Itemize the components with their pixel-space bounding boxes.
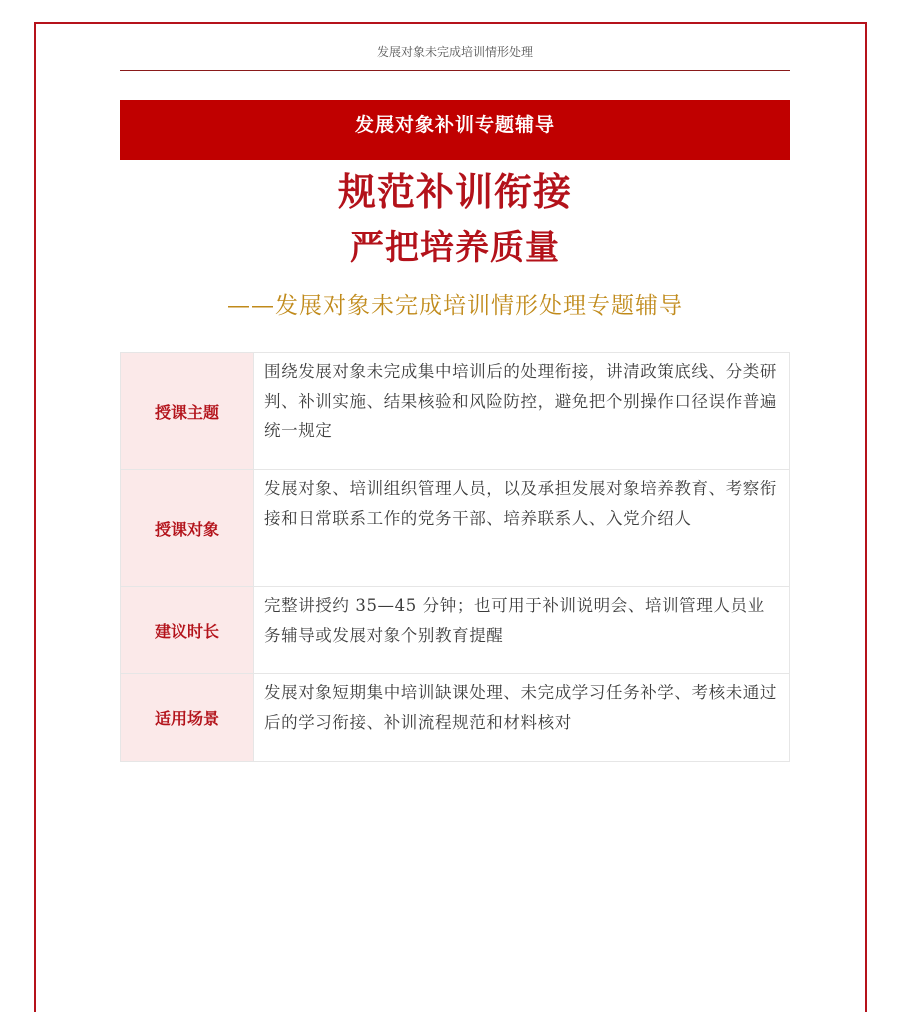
title-tagline: ——发展对象未完成培训情形处理专题辅导 (227, 293, 683, 319)
table-row (121, 470, 790, 587)
table-row (121, 353, 790, 470)
row-value-topic: 围绕发展对象未完成集中培训后的处理衔接，讲清政策底线、分类研判、补训实施、结果核验和风险防控，避免把个别操作口径误作普遍统一规定 (254, 353, 790, 470)
row-value-scenario: 发展对象短期集中培训缺课处理、未完成学习任务补学、考核未通过后的学习衔接、补训流程规范和材料核对 (254, 674, 790, 762)
header-rule (120, 70, 790, 71)
info-table (120, 352, 790, 762)
row-label-duration: 建议时长 (121, 587, 254, 674)
table-row (121, 674, 790, 762)
row-value-audience: 发展对象、培训组织管理人员，以及承担发展对象培养教育、考察衔接和日常联系工作的党务干部、培养联系人、入党介绍人 (254, 470, 790, 587)
running-header: 发展对象未完成培训情形处理 (376, 45, 533, 59)
row-label-topic: 授课主题 (121, 353, 254, 470)
main-title: 规范补训衔接 (337, 169, 572, 214)
row-label-scenario: 适用场景 (121, 674, 254, 762)
row-value-duration: 完整讲授约 35—45 分钟；也可用于补训说明会、培训管理人员业务辅导或发展对象个别教育提醒 (254, 587, 790, 674)
sub-title: 严把培养质量 (350, 228, 560, 268)
row-label-audience: 授课对象 (121, 470, 254, 587)
table-row (121, 587, 790, 674)
topic-banner: 发展对象补训专题辅导 (120, 100, 790, 160)
